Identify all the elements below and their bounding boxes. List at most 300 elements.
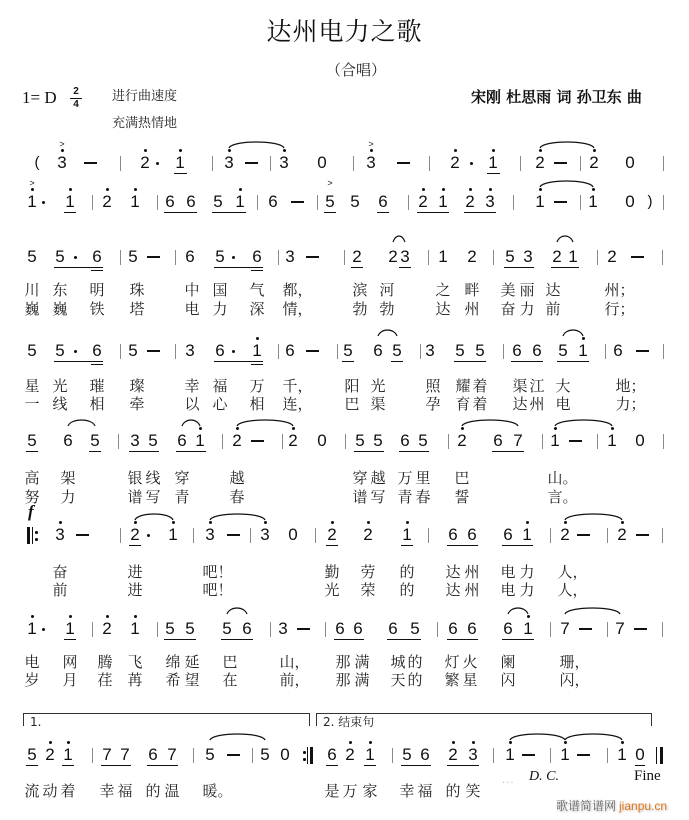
note — [276, 154, 292, 172]
note — [265, 193, 281, 211]
high-octave-dot — [621, 521, 624, 524]
augmentation-dot — [74, 256, 77, 259]
note-digit: 3 — [224, 153, 234, 172]
note-digit: 7 — [615, 619, 625, 638]
lyric-syllable: 星 — [462, 671, 478, 689]
volta-label: 1. — [30, 715, 42, 729]
high-octave-dot — [472, 741, 475, 744]
note — [285, 432, 301, 450]
note-digit: 5 — [373, 431, 383, 450]
high-octave-dot — [331, 521, 334, 524]
note-digit: 2 — [232, 431, 242, 450]
barline — [429, 156, 430, 171]
intro-close-paren: ) — [647, 193, 653, 210]
augmentation-dot — [74, 350, 77, 353]
lyric-syllable: 笑 — [465, 782, 481, 800]
lyric-syllable: 满 — [354, 671, 370, 689]
rest — [632, 746, 648, 764]
rest — [622, 154, 638, 172]
note-digit: 1 — [65, 619, 75, 638]
note — [604, 432, 620, 450]
dash-extension — [569, 440, 582, 442]
note-digit: 7 — [513, 431, 523, 450]
lyric-syllable: 前， — [279, 671, 310, 689]
high-octave-dot — [144, 149, 147, 152]
high-octave-dot — [349, 741, 352, 744]
note-digit: 1 — [130, 192, 140, 211]
lyric-syllable: 那 — [335, 653, 351, 671]
high-octave-dot — [406, 521, 409, 524]
note-digit: 5 — [165, 619, 175, 638]
lyric-syllable: 气 — [249, 281, 265, 299]
barline — [345, 434, 346, 449]
note-digit: 2 — [140, 153, 150, 172]
high-octave-dot — [134, 188, 137, 191]
beam-underline — [502, 545, 533, 546]
note — [397, 432, 413, 450]
lyric-syllable: 巴 — [454, 469, 470, 487]
lyric-syllable: 万 — [249, 377, 265, 395]
note — [610, 342, 626, 360]
lyric-syllable: 高 — [24, 469, 40, 487]
lyric-syllable: 绵 — [165, 653, 181, 671]
note — [585, 193, 601, 211]
note-digit: 5 — [27, 431, 37, 450]
note-digit: 1 — [63, 745, 73, 764]
note-digit: 5 — [185, 619, 195, 638]
barline — [157, 622, 158, 637]
lyric-syllable: 飞 — [127, 653, 143, 671]
high-octave-dot — [61, 149, 64, 152]
note — [322, 178, 338, 211]
barline — [580, 156, 581, 171]
note — [99, 193, 115, 211]
note — [557, 620, 573, 638]
lyric-syllable: 达 — [445, 581, 461, 599]
beam-underline — [447, 765, 479, 766]
lyric-syllable: 里 — [415, 469, 431, 487]
note-digit: 6 — [335, 619, 345, 638]
dash-extension — [306, 350, 319, 352]
lyric-syllable: 谱 — [127, 488, 143, 506]
note-digit: 2 — [45, 745, 55, 764]
note — [182, 342, 198, 360]
high-octave-dot — [369, 741, 372, 744]
augmentation-dot — [156, 162, 159, 165]
high-octave-dot — [292, 427, 295, 430]
high-octave-dot — [370, 149, 373, 152]
barline — [278, 344, 279, 359]
note — [586, 154, 602, 172]
lyric-syllable: 相 — [89, 395, 105, 413]
thin-line — [307, 747, 308, 764]
note — [183, 193, 199, 211]
lyric-syllable: 的 — [399, 581, 415, 599]
augmentation-dot — [232, 350, 235, 353]
note — [165, 526, 181, 544]
accent-mark: > — [327, 178, 333, 188]
note — [614, 526, 630, 544]
lyric-syllable: 电 — [500, 581, 516, 599]
note — [117, 746, 133, 764]
note — [519, 526, 535, 544]
note — [60, 432, 76, 450]
note-digit: 5 — [505, 247, 515, 266]
beam-underline — [129, 451, 159, 452]
note-digit: 5 — [343, 341, 353, 360]
note-digit: 6 — [373, 341, 383, 360]
note — [125, 248, 141, 266]
lyric-syllable: 在 — [222, 671, 238, 689]
note — [547, 432, 563, 450]
lyric-syllable: 州 — [464, 563, 480, 581]
note-digit: 2 — [388, 247, 398, 266]
note-digit: 3 — [57, 153, 67, 172]
note-digit: 6 — [532, 341, 542, 360]
expression-marking: 充满热情地 — [112, 116, 178, 131]
lyric-syllable: 达 — [445, 563, 461, 581]
note — [445, 620, 461, 638]
lyric-syllable: 着 — [60, 782, 76, 800]
lyric-syllable: 之 — [435, 281, 451, 299]
note-digit: 6 — [378, 192, 388, 211]
note — [417, 746, 433, 764]
note — [500, 620, 516, 638]
lyric-syllable: 山。 — [547, 469, 578, 487]
note-digit: 6 — [388, 619, 398, 638]
note — [549, 248, 565, 266]
barline — [550, 748, 551, 763]
note — [385, 620, 401, 638]
note — [342, 746, 358, 764]
lyric-syllable: 是 — [324, 782, 340, 800]
note-digit: 6 — [177, 431, 187, 450]
note-digit: 0 — [635, 431, 645, 450]
beam-underline — [377, 212, 389, 213]
high-octave-dot — [469, 188, 472, 191]
lyric-syllable: 万 — [342, 782, 358, 800]
rest — [314, 154, 330, 172]
lyric-syllable: 岁 — [24, 671, 40, 689]
lyric-syllable: 耀 — [455, 377, 471, 395]
dash-extension — [251, 440, 264, 442]
lyric-syllable: 勃 — [379, 300, 395, 318]
note — [127, 432, 143, 450]
note — [509, 342, 525, 360]
note-digit: 2 — [363, 525, 373, 544]
dash-extension — [522, 754, 535, 756]
note-digit: 3 — [366, 153, 376, 172]
dash-extension — [291, 201, 304, 203]
dash-extension — [397, 162, 410, 164]
barline — [520, 156, 521, 171]
note-digit: 2 — [418, 192, 428, 211]
lyric-syllable: 前 — [52, 581, 68, 599]
high-octave-dot — [31, 615, 34, 618]
note-digit: 0 — [288, 525, 298, 544]
note-digit: 2 — [560, 525, 570, 544]
beam-underline — [492, 451, 524, 452]
barline — [550, 528, 551, 543]
note — [532, 154, 548, 172]
note — [502, 248, 518, 266]
note-digit: 6 — [92, 341, 102, 360]
note — [349, 248, 365, 266]
barline — [157, 195, 158, 210]
note-digit: 3 — [400, 247, 410, 266]
high-octave-dot — [67, 741, 70, 744]
note-digit: 6 — [92, 247, 102, 266]
lyric-syllable: 动 — [42, 782, 58, 800]
note-digit: 5 — [325, 192, 335, 211]
lyric-syllable: 心 — [212, 395, 228, 413]
beam-underline — [324, 212, 336, 213]
note — [24, 432, 40, 450]
dash-extension — [577, 754, 590, 756]
beam-underline — [557, 361, 589, 362]
lyric-syllable: 阑 — [500, 653, 516, 671]
barline — [278, 250, 279, 265]
lyric-syllable: 灯 — [444, 653, 460, 671]
lyric-syllable: 进 — [127, 563, 143, 581]
beam-underline — [447, 545, 478, 546]
barline — [120, 528, 121, 543]
barline — [120, 344, 121, 359]
note — [462, 193, 478, 211]
note — [62, 620, 78, 638]
lyric-syllable: 以 — [184, 395, 200, 413]
lyric-syllable: 幸 — [99, 782, 115, 800]
barline — [663, 344, 664, 359]
note — [212, 342, 228, 360]
lyric-syllable: 青 — [397, 488, 413, 506]
note-digit: 1 — [402, 525, 412, 544]
note — [162, 193, 178, 211]
note — [145, 432, 161, 450]
note — [229, 432, 245, 450]
note — [212, 248, 228, 266]
barline — [428, 528, 429, 543]
lyric-syllable: 前 — [545, 300, 561, 318]
lyric-syllable: 的 — [445, 782, 461, 800]
note — [360, 526, 376, 544]
note-digit: 3 — [130, 431, 140, 450]
note — [174, 432, 190, 450]
note-digit: 1 — [578, 341, 588, 360]
beam-underline — [487, 173, 500, 174]
note-digit: 6 — [148, 745, 158, 764]
barline — [317, 195, 318, 210]
barline — [120, 250, 121, 265]
note — [99, 746, 115, 764]
lyric-syllable: 巴 — [222, 653, 238, 671]
barline — [597, 434, 598, 449]
dash-extension — [634, 628, 647, 630]
note-digit: 3 — [205, 525, 215, 544]
note — [24, 342, 40, 360]
lyric-syllable: 幸 — [399, 782, 415, 800]
note-digit: 6 — [165, 192, 175, 211]
lyric-syllable: 越 — [229, 469, 245, 487]
lyric-syllable: 满 — [354, 653, 370, 671]
note-digit: 1 — [195, 431, 205, 450]
lyric-syllable: 滨 — [352, 281, 368, 299]
note — [614, 746, 630, 764]
note-digit: 6 — [503, 525, 513, 544]
thick-line — [660, 747, 663, 764]
note — [52, 342, 68, 360]
barline — [193, 528, 194, 543]
barline — [353, 156, 354, 171]
note-digit: 5 — [402, 745, 412, 764]
lyric-syllable: 言。 — [547, 488, 578, 506]
note-digit: 6 — [493, 431, 503, 450]
note — [532, 193, 548, 211]
accent-mark: > — [368, 139, 374, 149]
barline — [542, 434, 543, 449]
barline — [663, 156, 664, 171]
beam-underline — [26, 765, 38, 766]
barline — [270, 156, 271, 171]
lyric-syllable: 山， — [279, 653, 310, 671]
note-digit: 5 — [260, 745, 270, 764]
beam-underline — [164, 639, 196, 640]
high-octave-dot — [283, 149, 286, 152]
barline — [193, 748, 194, 763]
high-octave-dot — [172, 521, 175, 524]
volta-label: 2. 结束句 — [323, 715, 375, 729]
note — [520, 248, 536, 266]
note-digit: 5 — [205, 745, 215, 764]
beam-underline — [62, 765, 74, 766]
note-digit: 2 — [288, 431, 298, 450]
lyric-syllable: 美 — [500, 281, 516, 299]
note — [127, 193, 143, 211]
high-octave-dot — [264, 521, 267, 524]
lyric-syllable: 渠 — [370, 395, 386, 413]
note-digit: 3 — [285, 247, 295, 266]
note-digit: 1 — [438, 192, 448, 211]
high-octave-dot — [592, 188, 595, 191]
note — [24, 248, 40, 266]
lyric-syllable: 力 — [519, 300, 535, 318]
beam-underline — [511, 361, 543, 362]
note — [452, 342, 468, 360]
barline — [118, 434, 119, 449]
note — [182, 620, 198, 638]
note — [54, 139, 70, 172]
note-digit: 5 — [558, 341, 568, 360]
high-octave-dot — [539, 188, 542, 191]
note — [510, 432, 526, 450]
note-digit: 0 — [280, 745, 290, 764]
lyric-syllable: 都， — [282, 281, 313, 299]
note — [249, 342, 265, 360]
note — [407, 620, 423, 638]
note-digit: 2 — [617, 525, 627, 544]
note — [282, 248, 298, 266]
note-digit: 6 — [327, 745, 337, 764]
lyric-syllable: 渠 — [512, 377, 528, 395]
continuation-dots: ··· — [502, 778, 515, 789]
lyric-syllable: 孕 — [425, 395, 441, 413]
lyric-syllable: 巍 — [52, 300, 68, 318]
note-digit: 6 — [448, 619, 458, 638]
repeat-dot — [303, 758, 306, 761]
beam-underline — [399, 451, 429, 452]
note-digit: 6 — [63, 431, 73, 450]
time-signature-top: 2 — [70, 87, 82, 99]
note — [464, 526, 480, 544]
note-digit: 6 — [420, 745, 430, 764]
high-octave-dot — [593, 149, 596, 152]
beam-underline — [147, 765, 178, 766]
note-digit: 2 — [352, 247, 362, 266]
lyric-syllable: 璨 — [129, 377, 145, 395]
note — [62, 193, 78, 211]
lyric-syllable: 力 — [212, 300, 228, 318]
lyric-syllable: 福 — [417, 782, 433, 800]
note — [454, 432, 470, 450]
note — [202, 526, 218, 544]
note-digit: 1 — [252, 341, 262, 360]
note — [239, 620, 255, 638]
note-digit: 3 — [185, 341, 195, 360]
volta-bracket-2 — [316, 713, 652, 729]
lyric-syllable: 明 — [89, 281, 105, 299]
repeat-dot — [35, 531, 38, 534]
lyric-syllable: 人， — [557, 563, 588, 581]
dash-extension — [554, 162, 567, 164]
note-digit: 6 — [400, 431, 410, 450]
barline — [662, 528, 663, 543]
note — [52, 248, 68, 266]
lyric-syllable: 网 — [62, 653, 78, 671]
note — [375, 193, 391, 211]
note-digit: 1 — [522, 525, 532, 544]
barline — [92, 748, 93, 763]
lyric-syllable: 江 — [529, 377, 545, 395]
note-digit: 5 — [418, 431, 428, 450]
double-beam-underline — [251, 270, 263, 271]
high-octave-dot — [611, 427, 614, 430]
note — [565, 248, 581, 266]
note-digit: 5 — [128, 247, 138, 266]
lyric-syllable: 达 — [435, 300, 451, 318]
note — [332, 620, 348, 638]
dash-extension — [579, 628, 592, 630]
lyric-syllable: 苒 — [127, 671, 143, 689]
beam-underline — [502, 639, 534, 640]
accent-mark: > — [59, 139, 65, 149]
lyric-syllable: 幸 — [184, 377, 200, 395]
rest — [632, 432, 648, 450]
lyric-syllable: 银 — [127, 469, 143, 487]
lyric-syllable: 城 — [390, 653, 406, 671]
lyric-syllable: 那 — [335, 671, 351, 689]
beam-underline — [354, 451, 384, 452]
lyric-syllable: 着 — [472, 395, 488, 413]
high-octave-dot — [452, 741, 455, 744]
lyric-syllable: 达 — [512, 395, 528, 413]
lyric-syllable: 吧！ — [202, 563, 233, 581]
barline — [493, 748, 494, 763]
lyric-syllable: 青 — [174, 488, 190, 506]
note — [282, 342, 298, 360]
augmentation-dot — [42, 201, 45, 204]
lyric-syllable: 荏 — [97, 671, 113, 689]
lyric-syllable: 电 — [500, 563, 516, 581]
